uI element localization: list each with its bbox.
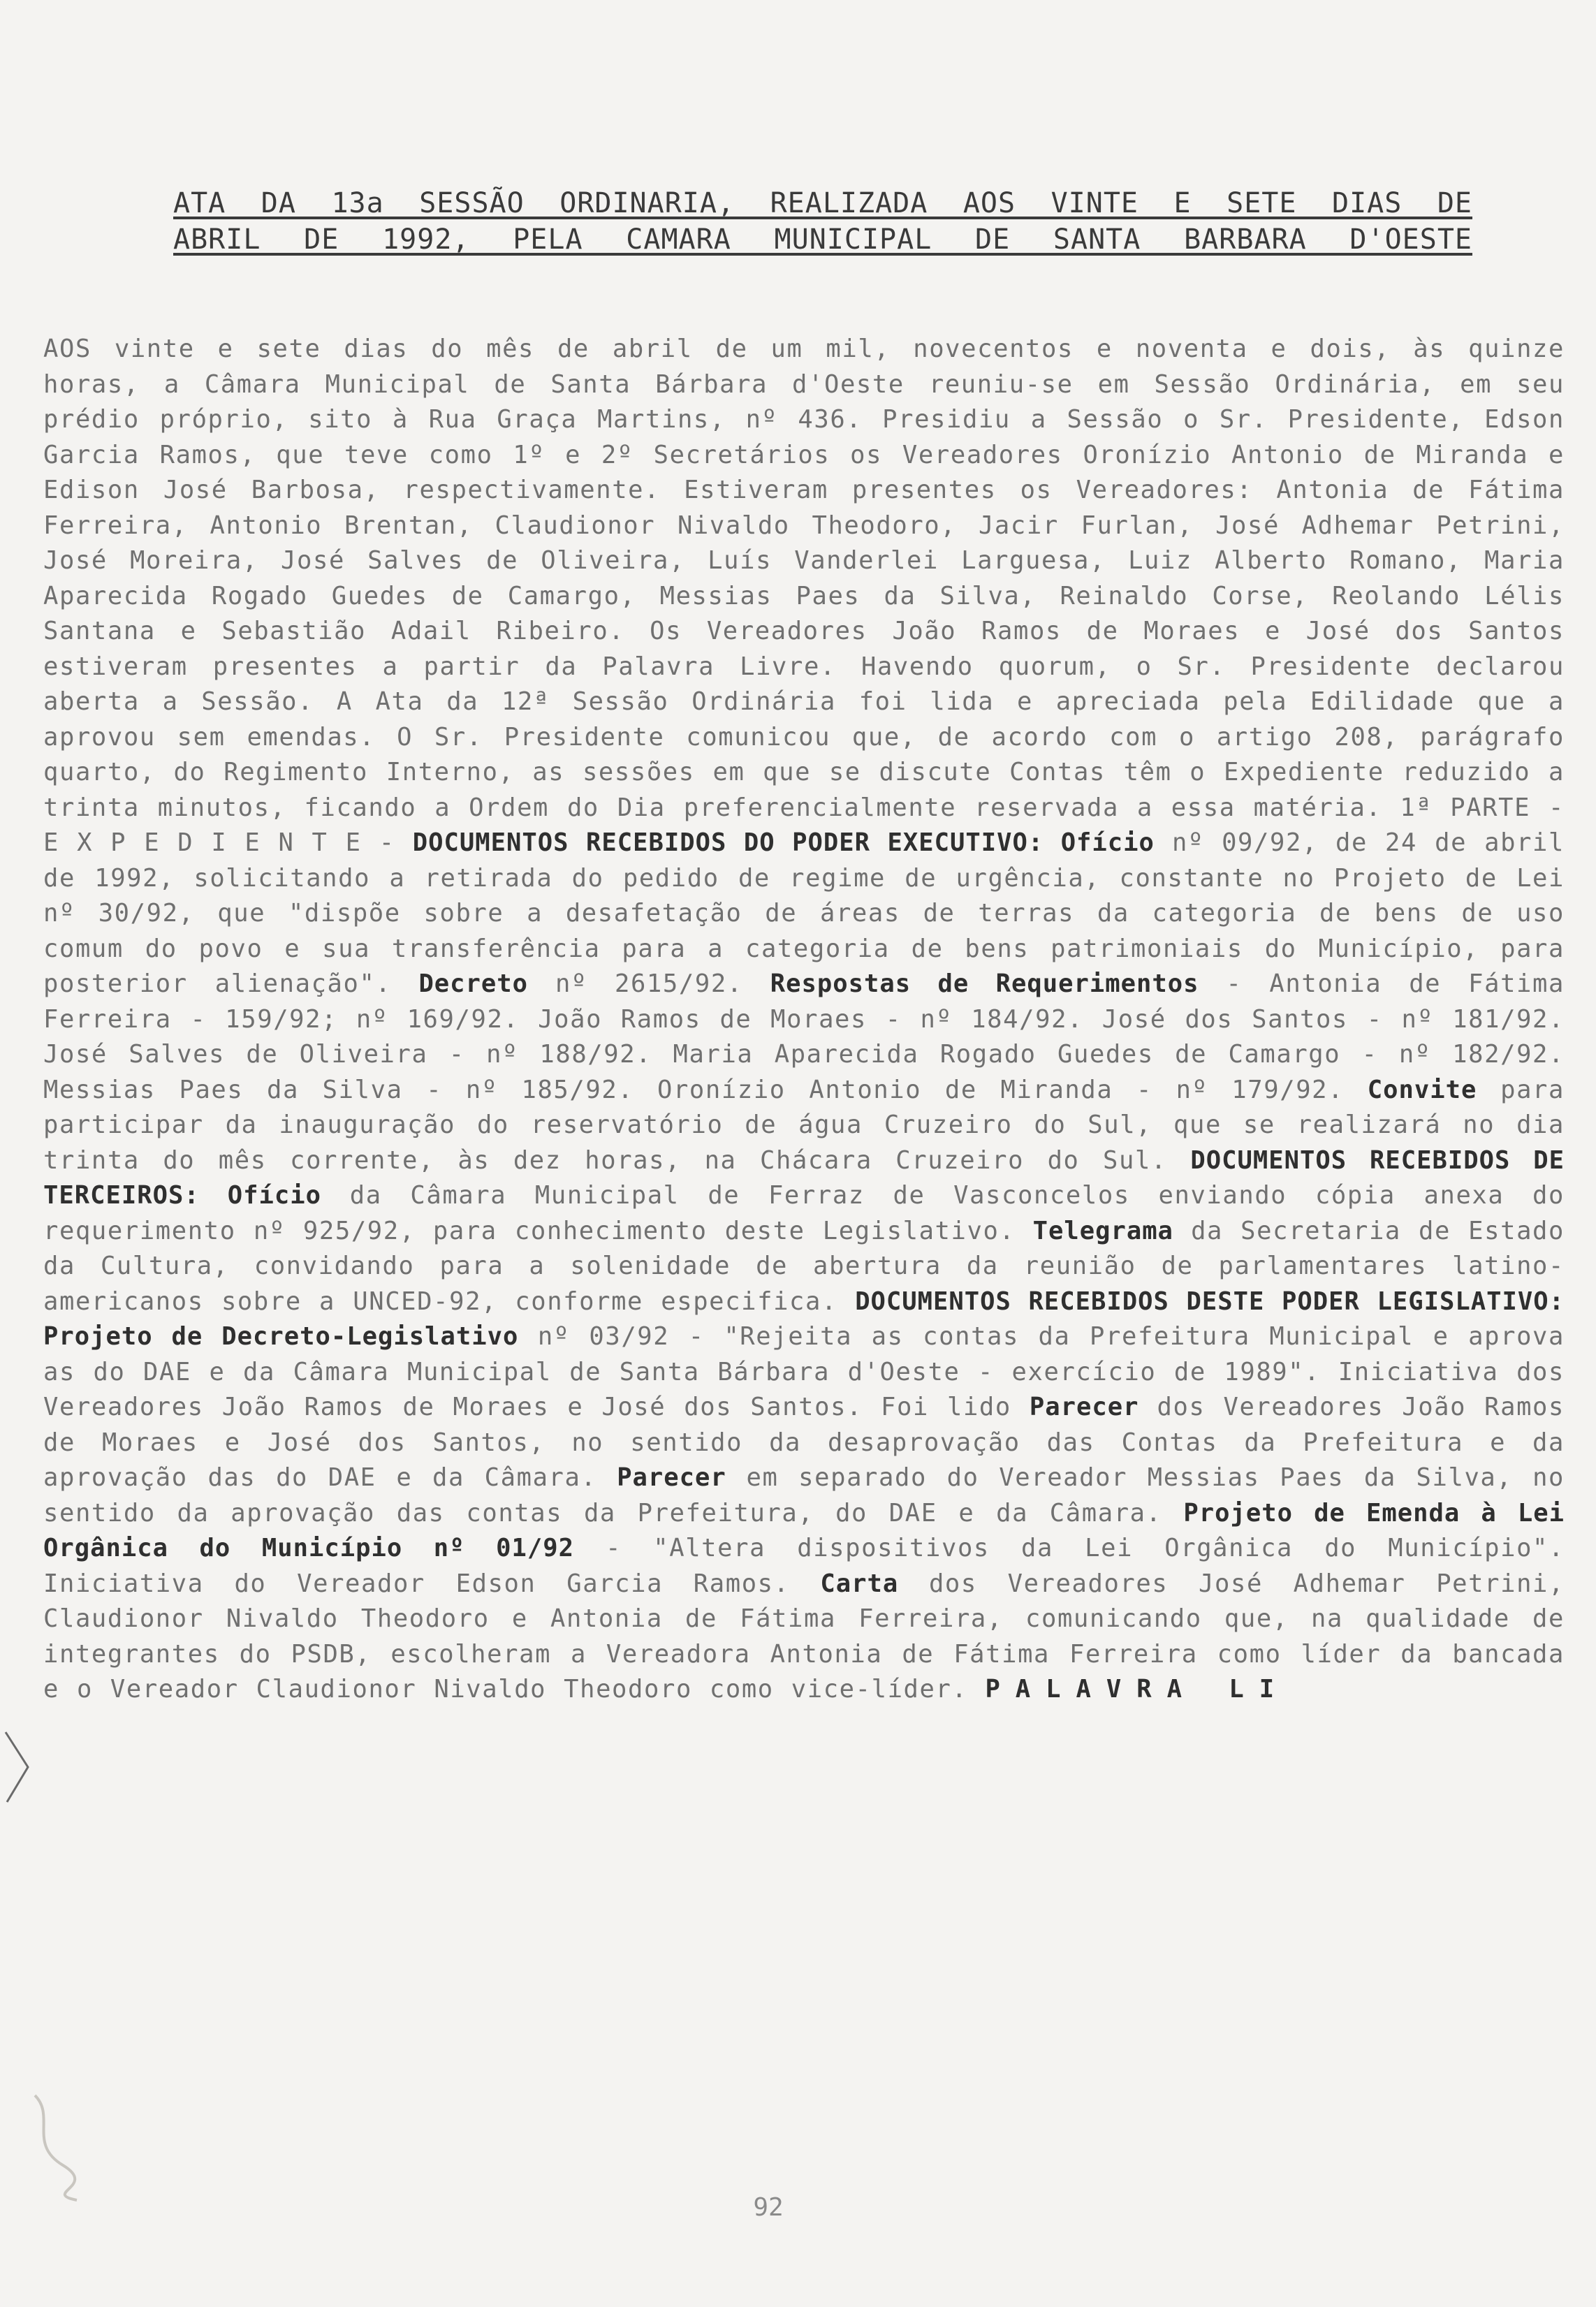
body-segment: dos Vereadores José Adhemar Petrini, Claudionor Nivaldo Theodoro e Antonia de Fátima Ferreira, comunicando que, na qualidade de integrantes do PSDB, escolheram a Vereadora Antonia de Fátima Ferreira como líder da bancada e o Vereador Claudionor Nivaldo Theodoro como vice-líder. — [43, 1569, 1565, 1704]
heading-parecer-2: Parecer — [617, 1463, 726, 1492]
margin-handwritten-mark — [14, 2081, 98, 2207]
heading-palavra-livre: PALAVRA LI — [985, 1675, 1290, 1704]
title-line-1: ATA DA 13a SESSÃO ORDINARIA, REALIZADA AOS VINTE E SETE DIAS DE — [173, 187, 1472, 219]
body-segment: da Câmara Municipal de Ferraz de Vasconcelos enviando cópia anexa do requerimento nº 925/92, para conhecimento deste Legislativo. — [43, 1181, 1565, 1245]
section-heading-executive: DOCUMENTOS RECEBIDOS DO PODER EXECUTIVO: Ofício — [412, 828, 1155, 857]
heading-respostas: Respostas de Requerimentos — [770, 969, 1199, 998]
body-segment: nº 09/92, de 24 de abril de 1992, solicitando a retirada do pedido de regime de urgência, constante no Projeto de Lei nº 30/92, que "dispõe sobre a desafetação de áreas de terras da categoria de bens de uso comum do povo e sua transferência para a categoria de bens patrimoniais do Município, para posterior alienação". — [43, 828, 1565, 998]
heading-telegrama: Telegrama — [1032, 1216, 1173, 1245]
page-number: 92 — [753, 2193, 784, 2222]
minutes-body — [43, 332, 1565, 2162]
margin-bracket-mark — [0, 1725, 42, 1809]
body-segment: em separado do Vereador Messias Paes da Silva, no sentido da aprovação das contas da Prefeitura, do DAE e da Câmara. — [43, 1463, 1565, 1528]
body-segment: da Secretaria de Estado da Cultura, convidando para a solenidade de abertura da reunião de parlamentares latino-americanos sobre a UNCED-92, conforme especifica. — [43, 1216, 1565, 1316]
title-line-2: ABRIL DE 1992, PELA CAMARA MUNICIPAL DE SANTA BARBARA D'OESTE — [173, 224, 1472, 256]
section-heading-legislativo: DOCUMENTOS RECEBIDOS DESTE PODER LEGISLATIVO: Projeto de Decreto-Legislativo — [43, 1287, 1565, 1351]
heading-decreto: Decreto — [418, 969, 529, 998]
heading-parecer-1: Parecer — [1029, 1393, 1139, 1421]
heading-carta: Carta — [820, 1569, 899, 1598]
heading-convite: Convite — [1367, 1075, 1477, 1104]
section-heading-terceiros: DOCUMENTOS RECEBIDOS DE TERCEIROS: Ofício — [43, 1145, 1565, 1210]
body-segment: AOS vinte e sete dias do mês de abril de um mil, novecentos e noventa e dois, às quinze horas, a Câmara Municipal de Santa Bárbara d'Oeste reuniu-se em Sessão Ordinária, em seu prédio próprio, sito à Rua Graça Martins, nº 436. Presidiu a Sessão o Sr. Presidente, Edson Garcia Ramos, que teve como 1º e 2º Secretários os Vereadores Oronízio Antonio de Miranda e Edison José Barbosa, respectivamente. Estiveram presentes os Vereadores: Antonia de Fátima Ferreira, Antonio Brentan, Claudionor Nivaldo Theodoro, Jacir Furlan, José Adhemar Petrini, José Moreira, José Salves de Oliveira, Luís Vanderlei Larguesa, Luiz Alberto Romano, Maria Aparecida Rogado Guedes de Camargo, Messias Paes da Silva, Reinaldo Corse, Reolando Lélis Santana e Sebastião Adail Ribeiro. Os Vereadores João Ramos de Moraes e José dos Santos estiveram presentes a partir da Palavra Livre. Havendo quorum, o Sr. Presidente declarou aberta a Sessão. A Ata da 12ª Sessão Ordinária foi lida e apreciada pela Edilidade que a aprovou sem emendas. O Sr. Presidente comunicou que, de acordo com o artigo 208, parágrafo quarto, do Regimento Interno, as sessões em que se discute Contas têm o Expediente reduzido a trinta minutos, ficando a Ordem do Dia preferencialmente reservada a essa matéria. 1ª PARTE - E X P E D I E N T E - — [43, 335, 1565, 857]
heading-emenda: Projeto de Emenda à Lei Orgânica do Município nº 01/92 — [43, 1498, 1565, 1562]
body-segment: dos Vereadores João Ramos de Moraes e José dos Santos, no sentido da desaprovação das Contas da Prefeitura e da aprovação das do DAE e da Câmara. — [43, 1393, 1565, 1492]
body-segment: nº 03/92 - "Rejeita as contas da Prefeitura Municipal e aprova as do DAE e da Câmara Municipal de Santa Bárbara d'Oeste - exercício de 1989". Iniciativa dos Vereadores João Ramos de Moraes e José dos Santos. Foi lido — [43, 1322, 1565, 1421]
body-segment: nº 2615/92. — [528, 969, 770, 998]
body-segment: para participar da inauguração do reservatório de água Cruzeiro do Sul, que se realizará no dia trinta do mês corrente, às dez horas, na Chácara Cruzeiro do Sul. — [43, 1075, 1565, 1175]
document-title — [173, 185, 1472, 258]
body-segment: - Antonia de Fátima Ferreira - 159/92; nº 169/92. João Ramos de Moraes - nº 184/92. José dos Santos - nº 181/92. José Salves de Oliveira - nº 188/92. Maria Aparecida Rogado Guedes de Camargo - nº 182/92. Messias Paes da Silva - nº 185/92. Oronízio Antonio de Miranda - nº 179/92. — [43, 969, 1565, 1104]
body-segment: - "Altera dispositivos da Lei Orgânica do Município". Iniciativa do Vereador Edson Garcia Ramos. — [43, 1534, 1565, 1598]
